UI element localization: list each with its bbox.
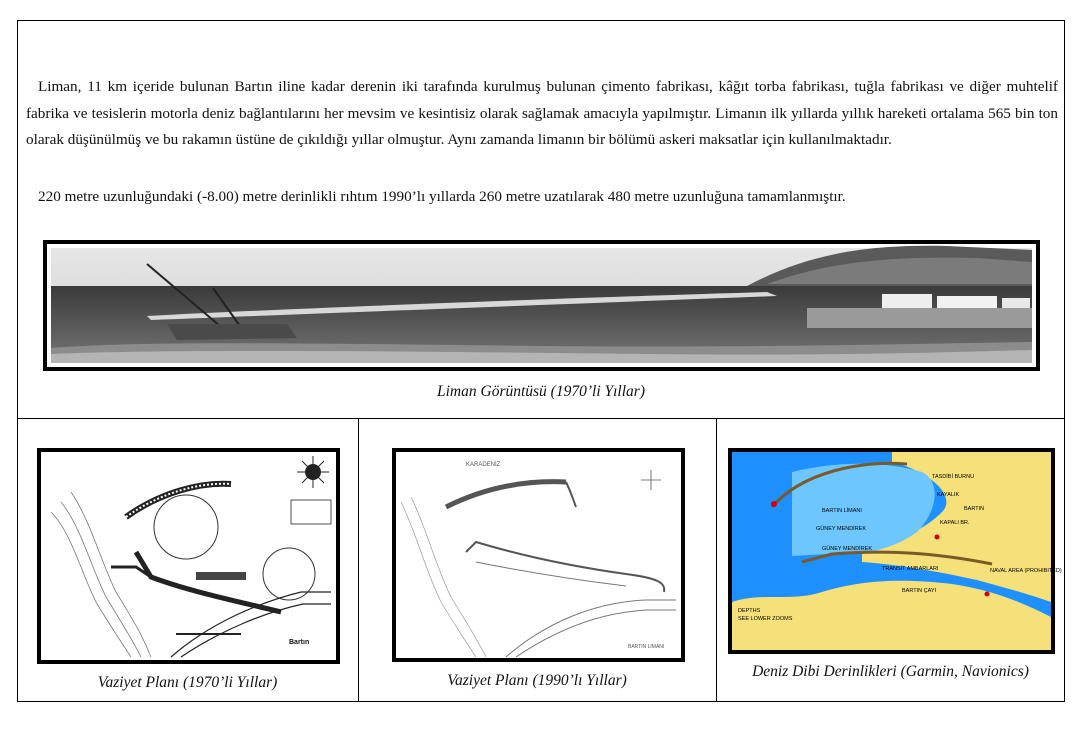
chart-kapali-label: KAPALI BR. [940, 520, 970, 526]
chart-warehouse-label: TRANSİT AMBARLARI [882, 566, 939, 572]
chart-depths-note: SEE LOWER ZOOMS [738, 616, 793, 622]
chart-port-label: BARTIN LİMANI [822, 508, 862, 514]
table-column-divider [358, 418, 359, 702]
chart-breakwater-label-2: GÜNEY MENDİREK [816, 526, 867, 532]
plan-1990-sea-label: KARADENİZ [466, 462, 501, 468]
chart-depths-label: DEPTHS [738, 608, 761, 614]
intro-paragraph: Liman, 11 km içeride bulunan Bartın iline kadar derenin iki tarafında kurulmuş bulunan çimento fabrikası, kâğıt torba fabrikası, tuğla fabrikası ve diğer muhtelif fabrika ve tesislerin motorla deniz bağlantılarını her mevsim ve kesintisiz olarak sağlamak amacıyla yapılmıştır. Limanın ilk yıllarda yıllık hareketi ortalama 565 bin ton olarak düşünülmüş ve bu rakamın üstüne de çıkıldığı yıllar olmuştur. Aynı zamanda limanın bir bölümü askeri maksatlar için kullanılmaktadır. [26, 78, 1058, 148]
quay-paragraph: 220 metre uzunluğundaki (-8.00) metre derinlikli rıhtım 1990’lı yıllarda 260 metre uzatılarak 480 metre uzunluğuna tamamlanmıştır. [38, 188, 846, 205]
chart-naval-label: NAVAL AREA (PROHIBITED) [990, 568, 1062, 574]
plan-1990-port-label: BARTIN LİMANI [628, 644, 665, 650]
table-column-divider [716, 418, 717, 702]
plan-1970-town-label: Bartın [289, 639, 310, 646]
chart-town-label: BARTIN [964, 506, 985, 512]
site-plan-1990-figure [392, 448, 685, 662]
table-row-divider [17, 418, 1065, 419]
chart-quay-label: BARTIN ÇAYI [902, 588, 937, 594]
site-plan-1990-caption: Vaziyet Planı (1990’lı Yıllar) [447, 672, 627, 689]
site-plan-1970-caption: Vaziyet Planı (1970’li Yıllar) [97, 674, 278, 691]
chart-breakwater-label: GÜNEY MENDİREK [822, 546, 873, 552]
depth-chart-caption: Deniz Dibi Derinlikleri (Garmin, Navionics) [752, 663, 1029, 680]
chart-kayalik-label: KAYALIK [937, 492, 960, 498]
chart-cape-label: TASDİBİ BURNU [932, 474, 975, 480]
harbor-panorama-photo [43, 240, 1040, 371]
depth-chart-figure [728, 448, 1062, 654]
site-plan-1970-figure [37, 448, 340, 664]
panorama-caption: Liman Görüntüsü (1970’li Yıllar) [437, 383, 645, 400]
